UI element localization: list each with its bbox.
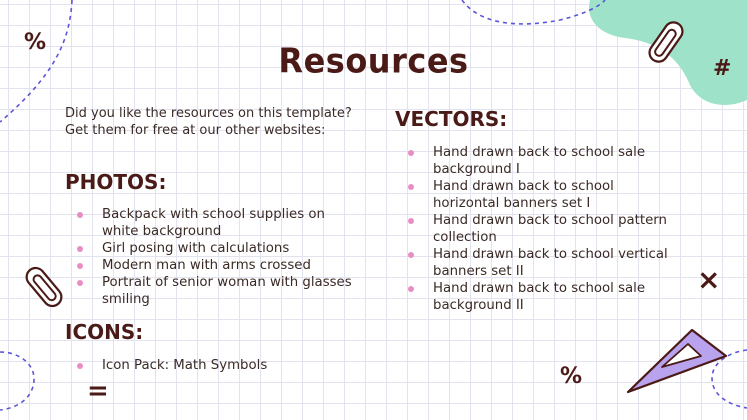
paperclip-icon: [23, 264, 65, 309]
icons-heading: ICONS:: [65, 320, 144, 344]
list-item: Hand drawn back to school sale background II: [396, 280, 676, 314]
hash-symbol-icon: #: [713, 56, 732, 81]
list-item: Portrait of senior woman with glasses smiling: [65, 274, 355, 308]
list-item: Girl posing with calculations: [65, 240, 355, 257]
vectors-heading: VECTORS:: [395, 107, 508, 131]
page-title: Resources: [278, 41, 469, 81]
set-square-icon: [628, 330, 726, 392]
list-item: Backpack with school supplies on white background: [65, 206, 355, 240]
icons-list: [65, 357, 355, 374]
dashed-curve-top: [462, 0, 605, 24]
percent-symbol-icon: %: [560, 364, 583, 389]
list-item: Icon Pack: Math Symbols: [65, 357, 355, 374]
list-item: Hand drawn back to school pattern collection: [396, 212, 676, 246]
list-item: Hand drawn back to school vertical banners set II: [396, 246, 676, 280]
photos-heading: PHOTOS:: [65, 170, 167, 194]
percent-symbol-icon: %: [24, 30, 47, 55]
list-item: Hand drawn back to school horizontal banners set I: [396, 178, 676, 212]
list-item: Modern man with arms crossed: [65, 257, 355, 274]
equals-symbol-icon: =: [87, 376, 109, 406]
photos-list: [65, 206, 355, 308]
times-symbol-icon: ×: [697, 263, 721, 296]
list-item: Hand drawn back to school sale background I: [396, 144, 676, 178]
dashed-curve-bottom-left: [0, 352, 34, 410]
intro-text: Did you like the resources on this template? Get them for free at our other websites:: [65, 106, 352, 138]
vectors-list: [396, 144, 676, 314]
